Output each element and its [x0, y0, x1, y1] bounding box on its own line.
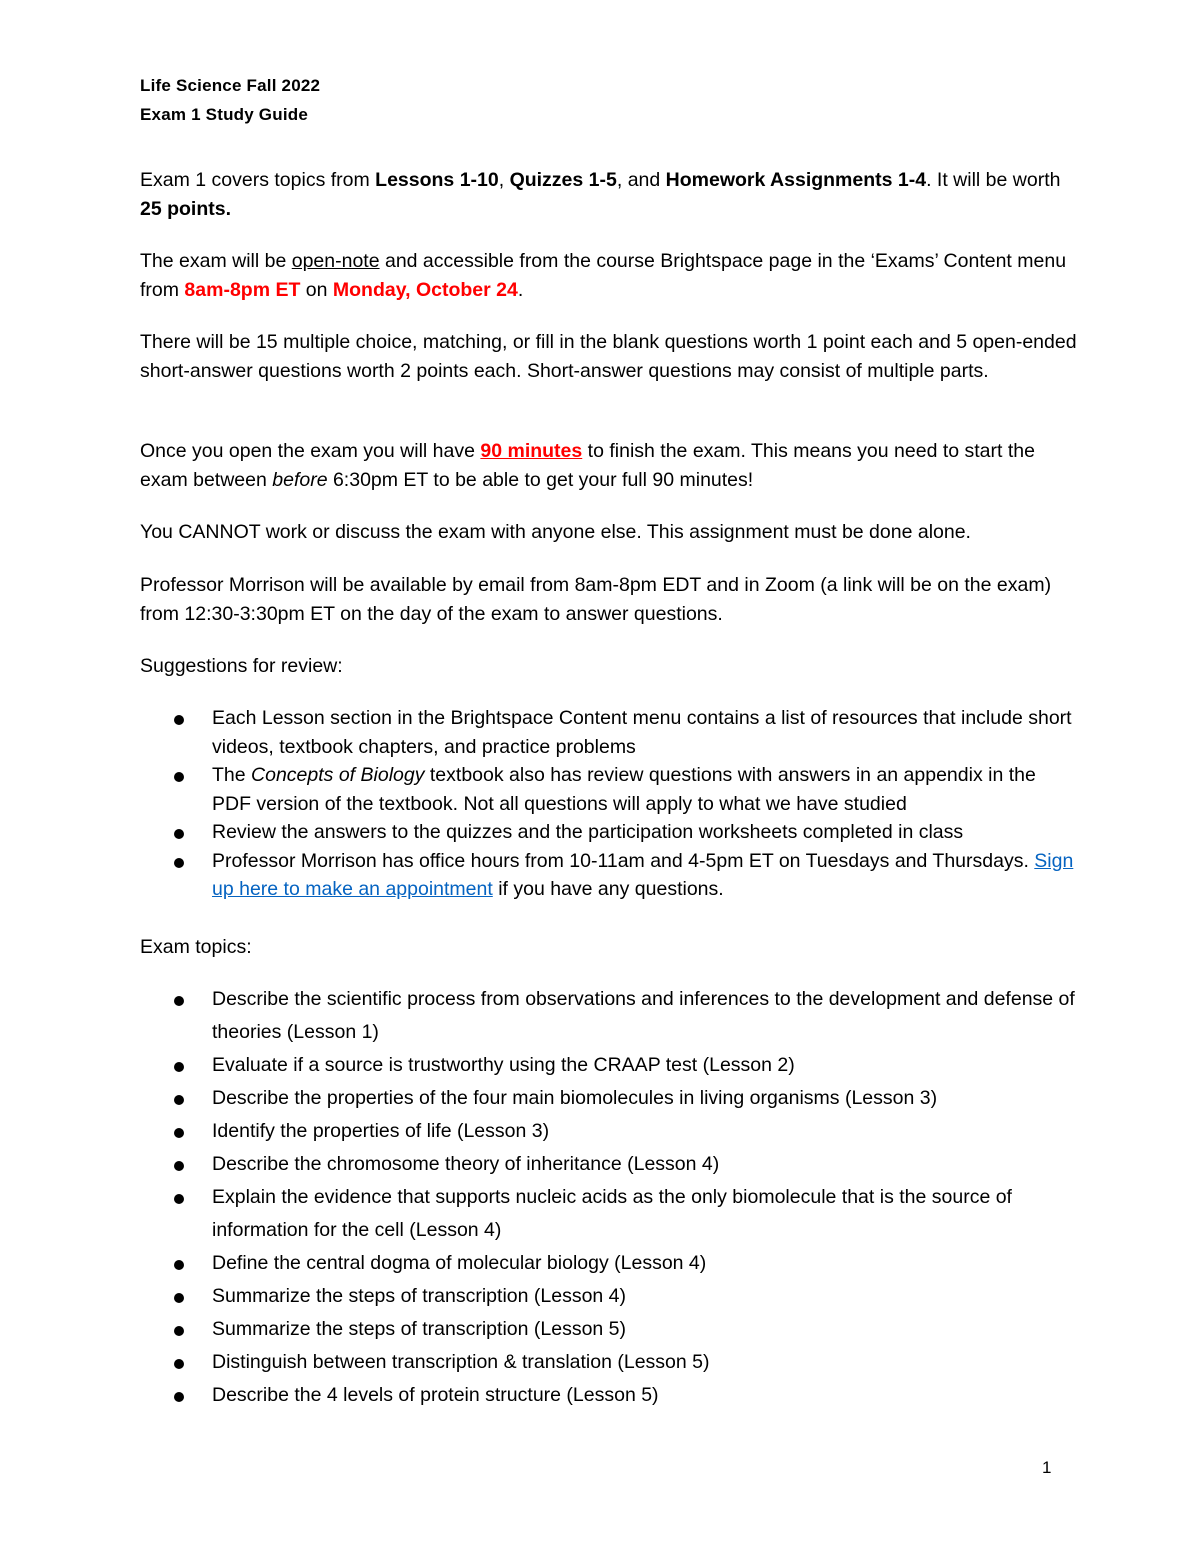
topics-section — [140, 983, 1080, 1412]
list-item: The Concepts of Biology textbook also has review questions with answers in an appendix in the PDF version of the textbook. Not all questions will apply to what we have studied — [140, 761, 1080, 818]
list-item: Review the answers to the quizzes and the participation worksheets completed in class — [140, 818, 1080, 847]
topic-item: Evaluate if a source is trustworthy using the CRAAP test (Lesson 2) — [140, 1049, 1080, 1082]
appointment-link[interactable]: Sign up here to make an appointment — [212, 849, 1074, 900]
review-heading: Suggestions for review: — [140, 655, 343, 677]
course-title: Life Science Fall 2022 — [140, 76, 321, 95]
topic-item: Explain the evidence that supports nucleic acids as the only biomolecule that is the source of information for the cell (Lesson 4) — [140, 1181, 1080, 1247]
topic-item: Distinguish between transcription & translation (Lesson 5) — [140, 1346, 1080, 1379]
topic-item: Identify the properties of life (Lesson 3) — [140, 1115, 1080, 1148]
topic-item: Describe the 4 levels of protein structure (Lesson 5) — [140, 1379, 1080, 1412]
topics-heading: Exam topics: — [140, 936, 252, 958]
topic-item: Summarize the steps of transcription (Lesson 5) — [140, 1313, 1080, 1346]
topic-item: Define the central dogma of molecular biology (Lesson 4) — [140, 1247, 1080, 1280]
review-section — [140, 704, 1080, 904]
topic-item: Describe the chromosome theory of inheritance (Lesson 4) — [140, 1148, 1080, 1181]
list-item: Professor Morrison has office hours from 10-11am and 4-5pm ET on Tuesdays and Thursdays. Sign up here to make an appointment if you have any questions. — [140, 847, 1080, 904]
topic-item: Describe the properties of the four main biomolecules in living organisms (Lesson 3) — [140, 1082, 1080, 1115]
open-note-text: open-note — [291, 250, 380, 272]
exam-date: Monday, October 24 — [332, 278, 518, 301]
page-number: 1 — [1042, 1458, 1052, 1477]
exam-time-window: 8am-8pm ET — [184, 278, 301, 301]
topic-item: Describe the scientific process from observations and inferences to the development and defense of theories (Lesson 1) — [140, 983, 1080, 1049]
topic-item: Summarize the steps of transcription (Lesson 4) — [140, 1280, 1080, 1313]
integrity-paragraph: You CANNOT work or discuss the exam with anyone else. This assignment must be done alone. — [140, 521, 971, 543]
availability-paragraph: Professor Morrison will be available by email from 8am-8pm EDT and in Zoom (a link will be on the exam) from 12:30-3:30pm ET on the day of the exam to answer questions. — [140, 574, 1052, 625]
duration-highlight: 90 minutes — [480, 440, 583, 462]
guide-title: Exam 1 Study Guide — [140, 105, 308, 124]
list-item: Each Lesson section in the Brightspace Content menu contains a list of resources that include short videos, textbook chapters, and practice problems — [140, 704, 1080, 761]
coverage-paragraph: Exam 1 covers topics from Lessons 1-10, Quizzes 1-5, and Homework Assignments 1-4. It will be worth 25 points. — [140, 169, 1061, 220]
format-paragraph: There will be 15 multiple choice, matching, or fill in the blank questions worth 1 point each and 5 open-ended short-answer questions worth 2 points each. Short-answer questions may consist of multiple parts. — [140, 331, 1077, 382]
review-list — [140, 704, 1080, 904]
topics-list — [140, 983, 1080, 1412]
duration-paragraph: Once you open the exam you will have 90 minutes to finish the exam. This means you need to start the exam between before 6:30pm ET to be able to get your full 90 minutes! — [140, 440, 1035, 491]
access-paragraph: The exam will be open-note and accessible from the course Brightspace page in the ‘Exams’ Content menu from 8am-8pm ET on Monday, October 24. — [140, 250, 1067, 301]
